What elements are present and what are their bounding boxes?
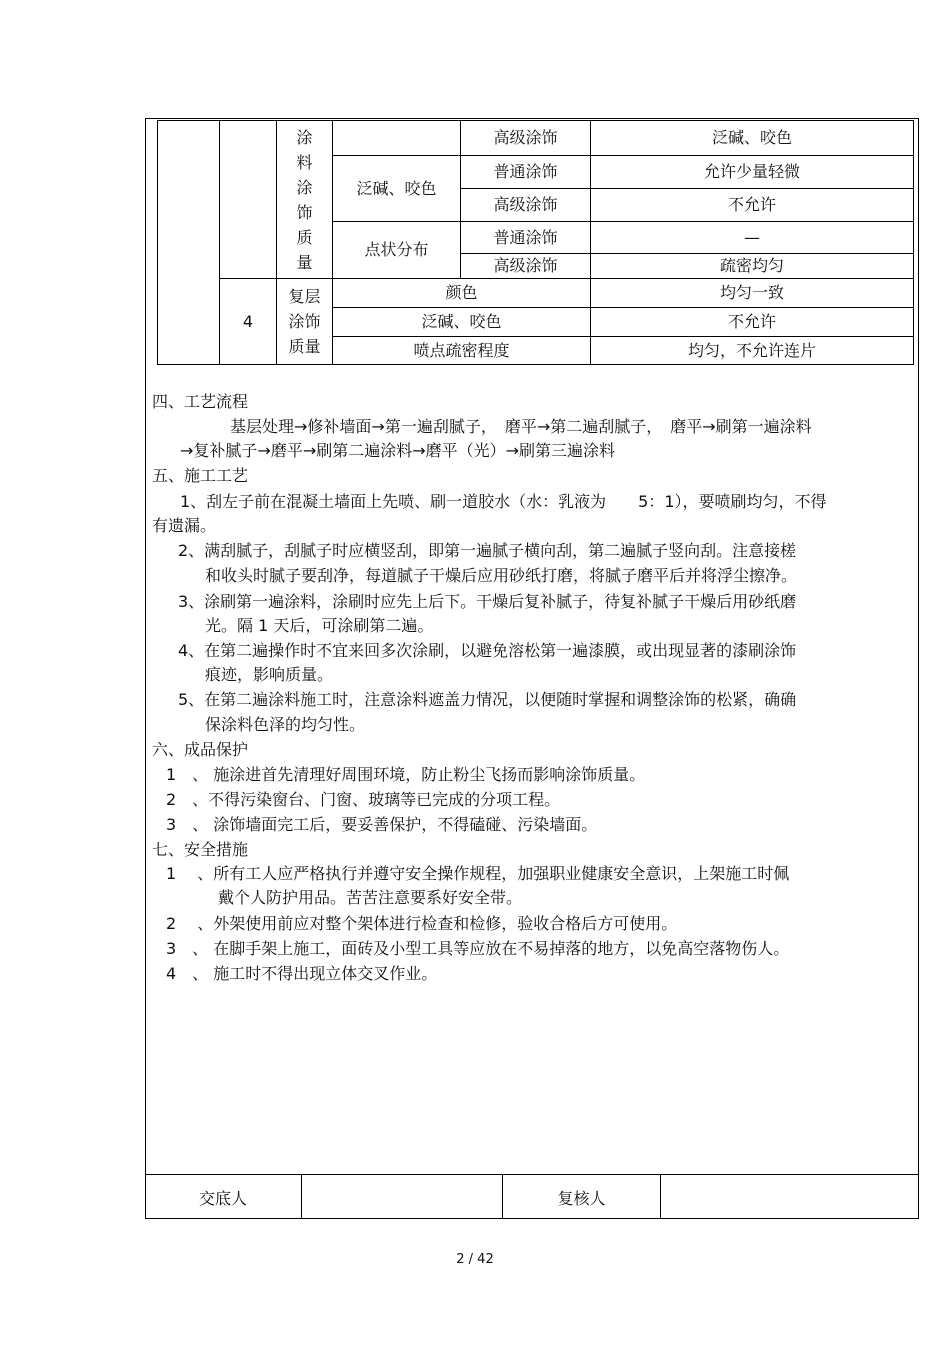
table-blank-cell bbox=[333, 121, 461, 156]
paragraph-line: 痕迹，影响质量。 bbox=[205, 665, 334, 684]
table-cell: 喷点疏密程度 bbox=[333, 337, 591, 365]
table-cell: 泛碱、咬色 bbox=[333, 156, 461, 222]
paragraph-line: →复补腻子→磨平→刷第二遍涂料→磨平（光）→刷第三遍涂料 bbox=[180, 441, 616, 460]
table-cell: — bbox=[591, 222, 914, 254]
reviewer-signature-field bbox=[661, 1175, 917, 1219]
reviewer-label: 复核人 bbox=[503, 1175, 661, 1219]
list-item: 4 、 施工时不得出现立体交叉作业。 bbox=[166, 964, 438, 983]
table-cell: 均匀，不允许连片 bbox=[591, 337, 914, 365]
multilayer-quality-line: 质量 bbox=[288, 337, 321, 356]
table-blank-col-1 bbox=[158, 121, 220, 365]
coating-quality-char: 涂 bbox=[296, 177, 313, 197]
coating-quality-char: 量 bbox=[296, 252, 313, 272]
paragraph-line: 基层处理→修补墙面→第一遍刮腻子， 磨平→第二遍刮腻子， 磨平→刷第一遍涂料 bbox=[230, 417, 812, 436]
presenter-signature-field bbox=[302, 1175, 503, 1219]
paragraph-line: 和收头时腻子要刮净，每道腻子干燥后应用砂纸打磨，将腻子磨平后并将浮尘擦净。 bbox=[205, 566, 798, 585]
coating-quality-char: 料 bbox=[296, 152, 313, 172]
table-cell: 点状分布 bbox=[333, 222, 461, 279]
table-cell: 普通涂饰 bbox=[461, 222, 591, 254]
table-cell: 不允许 bbox=[591, 189, 914, 222]
paragraph-line: 光。隔 1 天后，可涂刷第二遍。 bbox=[205, 616, 434, 635]
section-title: 六、成品保护 bbox=[152, 740, 249, 759]
paragraph-line: 保涂料色泽的均匀性。 bbox=[205, 715, 366, 734]
list-item: 2 、不得污染窗台、门窗、玻璃等已完成的分项工程。 bbox=[166, 790, 561, 809]
table-cell: 颜色 bbox=[333, 279, 591, 308]
paragraph-line: 3、涂刷第一遍涂料，涂刷时应先上后下。干燥后复补腻子，待复补腻子干燥后用砂纸磨 bbox=[178, 592, 797, 611]
coating-quality-label bbox=[277, 121, 333, 279]
multilayer-quality-line: 复层 bbox=[288, 287, 321, 306]
table-blank-col-2 bbox=[220, 121, 277, 279]
paragraph-line: 2、满刮腻子，刮腻子时应横竖刮，即第一遍腻子横向刮，第二遍腻子竖向刮。注意接槎 bbox=[178, 541, 797, 560]
section-title: 七、安全措施 bbox=[152, 840, 249, 859]
table-cell: 泛碱、咬色 bbox=[591, 121, 914, 156]
coating-quality-char: 质 bbox=[296, 227, 313, 247]
paragraph-line: 4、在第二遍操作时不宜来回多次涂刷，以避免溶松第一遍漆膜，或出现显著的漆刷涂饰 bbox=[178, 641, 797, 660]
coating-quality-char: 涂 bbox=[296, 127, 313, 147]
section-title: 四、工艺流程 bbox=[152, 392, 249, 411]
paragraph-line: 5、在第二遍涂料施工时，注意涂料遮盖力情况，以便随时掌握和调整涂饰的松紧，确确 bbox=[178, 690, 797, 709]
page-number: 2 / 42 bbox=[456, 1252, 494, 1267]
signature-row bbox=[145, 1174, 919, 1219]
list-item: 3 、 涂饰墙面完工后，要妥善保护，不得磕碰、污染墙面。 bbox=[166, 815, 598, 834]
list-item: 1 、 施涂进首先清理好周围环境，防止粉尘飞扬而影响涂饰质量。 bbox=[166, 765, 646, 784]
coating-quality-char: 饰 bbox=[296, 202, 313, 222]
presenter-label: 交底人 bbox=[145, 1175, 302, 1219]
quality-table bbox=[157, 120, 914, 365]
table-cell: 均匀一致 bbox=[591, 279, 914, 308]
table-cell: 高级涂饰 bbox=[461, 189, 591, 222]
multilayer-quality-label bbox=[277, 279, 333, 365]
table-cell: 高级涂饰 bbox=[461, 254, 591, 279]
list-item: 戴个人防护用品。苦苦注意要系好安全带。 bbox=[218, 888, 523, 907]
table-cell: 不允许 bbox=[591, 308, 914, 337]
list-item: 1 、所有工人应严格执行并遵守安全操作规程，加强职业健康安全意识，上架施工时佩 bbox=[166, 864, 790, 883]
table-cell: 疏密均匀 bbox=[591, 254, 914, 279]
paragraph-line: 有遗漏。 bbox=[152, 516, 217, 535]
paragraph-line: 1、刮左子前在混凝土墙面上先喷、刷一道胶水（水：乳液为 5：1），要喷刷均匀，不得 bbox=[180, 492, 827, 511]
item-number: 4 bbox=[220, 279, 277, 365]
table-cell: 普通涂饰 bbox=[461, 156, 591, 189]
table-cell: 泛碱、咬色 bbox=[333, 308, 591, 337]
multilayer-quality-line: 涂饰 bbox=[288, 312, 321, 331]
table-cell: 高级涂饰 bbox=[461, 121, 591, 156]
table-cell: 允许少量轻微 bbox=[591, 156, 914, 189]
list-item: 2 、外架使用前应对整个架体进行检查和检修，验收合格后方可使用。 bbox=[166, 914, 678, 933]
section-title: 五、施工工艺 bbox=[152, 466, 249, 485]
list-item: 3 、 在脚手架上施工，面砖及小型工具等应放在不易掉落的地方，以免高空落物伤人。 bbox=[166, 939, 790, 958]
